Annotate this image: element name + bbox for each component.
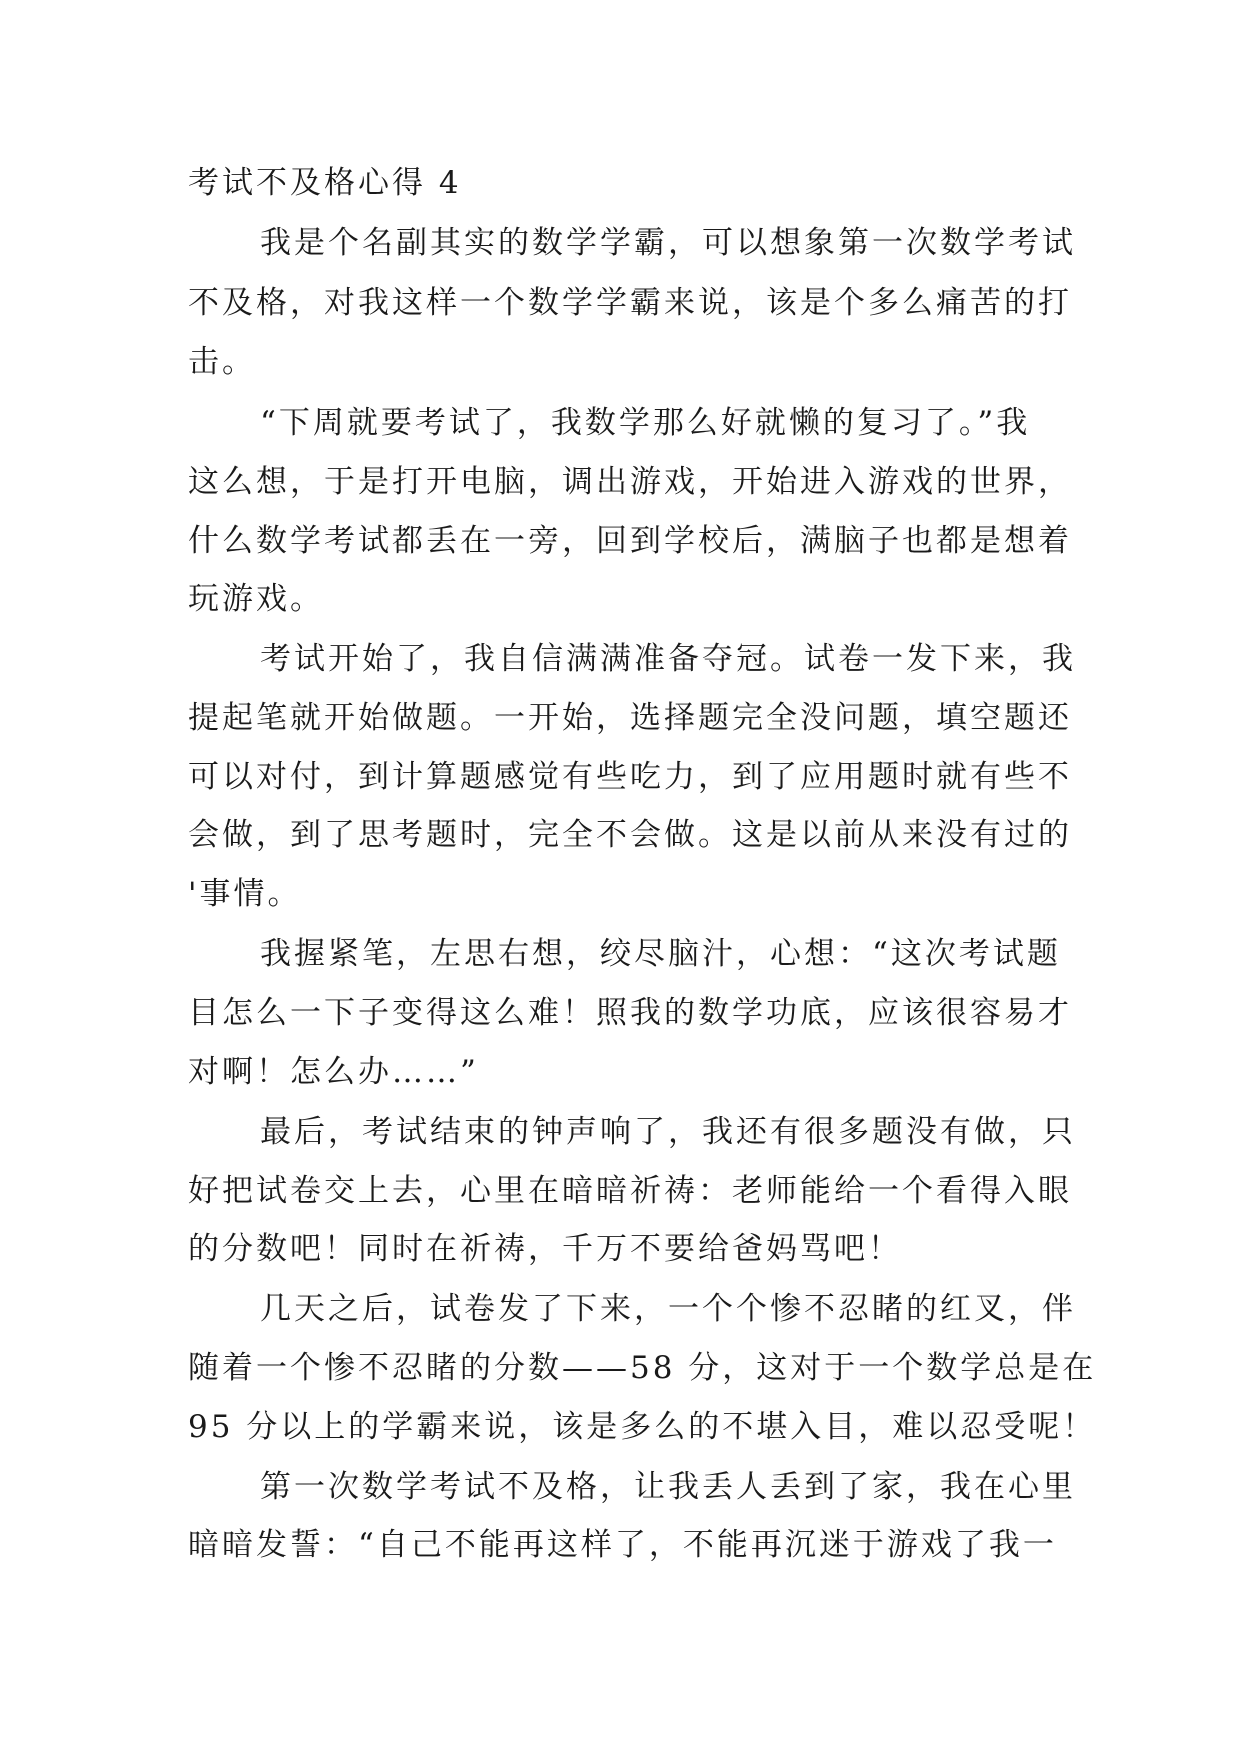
paragraph-line: 好把试卷交上去，心里在暗暗祈祷：老师能给一个看得入眼 bbox=[188, 1173, 1072, 1209]
paragraph-line: 会做，到了思考题时，完全不会做。这是以前从来没有过的 bbox=[188, 817, 1072, 853]
paragraph-line: 考试开始了，我自信满满准备夺冠。试卷一发下来，我 bbox=[260, 641, 1076, 677]
paragraph-line: “下周就要考试了，我数学那么好就懒的复习了。”我 bbox=[260, 405, 1031, 441]
paragraph-line: 几天之后，试卷发了下来，一个个惨不忍睹的红叉，伴 bbox=[260, 1291, 1076, 1327]
paragraph-line: 95 分以上的学霸来说，该是多么的不堪入目，难以忍受呢！ bbox=[188, 1409, 1097, 1445]
paragraph-line: 不及格，对我这样一个数学学霸来说，该是个多么痛苦的打 bbox=[188, 285, 1072, 321]
paragraph-line: 第一次数学考试不及格，让我丢人丢到了家，我在心里 bbox=[260, 1469, 1076, 1505]
document-title: 考试不及格心得 4 bbox=[188, 165, 462, 201]
paragraph-line: 击。 bbox=[188, 344, 256, 380]
paragraph-line: 可以对付，到计算题感觉有些吃力，到了应用题时就有些不 bbox=[188, 759, 1072, 795]
paragraph-line: 我是个名副其实的数学学霸，可以想象第一次数学考试 bbox=[260, 225, 1076, 261]
paragraph-line: 随着一个惨不忍睹的分数——58 分，这对于一个数学总是在 bbox=[188, 1350, 1097, 1386]
paragraph-line: 对啊！怎么办……” bbox=[188, 1054, 479, 1090]
paragraph-line: 目怎么一下子变得这么难！照我的数学功底，应该很容易才 bbox=[188, 995, 1072, 1031]
paragraph-line: 的分数吧！同时在祈祷，千万不要给爸妈骂吧！ bbox=[188, 1231, 902, 1267]
paragraph-line: 什么数学考试都丢在一旁，回到学校后，满脑子也都是想着 bbox=[188, 523, 1072, 559]
paragraph-line: 我握紧笔，左思右想，绞尽脑汁，心想：“这次考试题 bbox=[260, 936, 1061, 972]
paragraph-line: 暗暗发誓：“自己不能再这样了，不能再沉迷于游戏了我一 bbox=[188, 1527, 1057, 1563]
paragraph-line: 玩游戏。 bbox=[188, 581, 324, 617]
paragraph-line: 提起笔就开始做题。一开始，选择题完全没问题，填空题还 bbox=[188, 700, 1072, 736]
paragraph-line: 最后，考试结束的钟声响了，我还有很多题没有做，只 bbox=[260, 1114, 1076, 1150]
paragraph-line: '事情。 bbox=[188, 876, 302, 912]
paragraph-line: 这么想，于是打开电脑，调出游戏，开始进入游戏的世界， bbox=[188, 464, 1072, 500]
